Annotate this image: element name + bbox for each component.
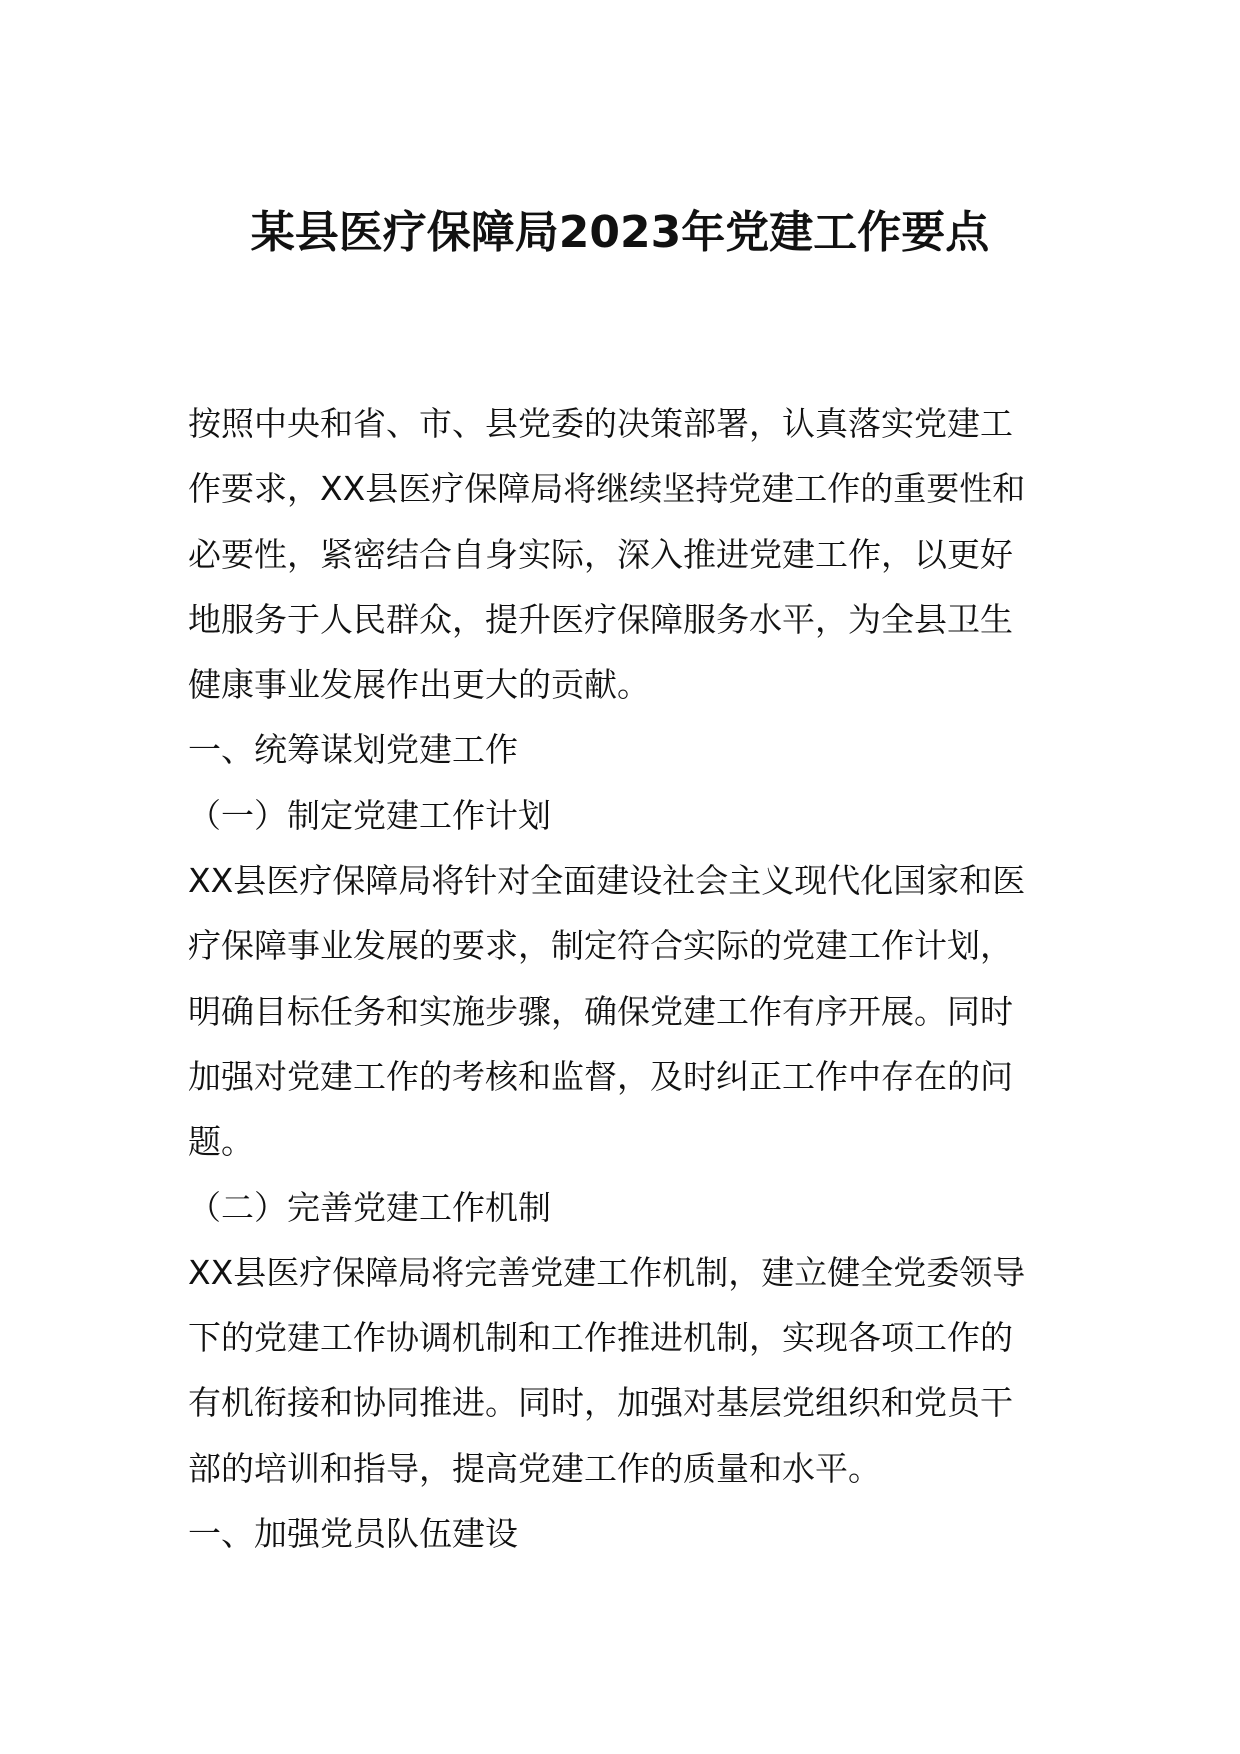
paragraph-line: 作要求，XX县医疗保障局将继续坚持党建工作的重要性和 <box>188 469 1026 509</box>
paragraph-line: 必要性，紧密结合自身实际，深入推进党建工作，以更好 <box>188 534 1013 574</box>
paragraph-line: 按照中央和省、市、县党委的决策部署，认真落实党建工 <box>188 404 1013 443</box>
subsection-heading: （二）完善党建工作机制 <box>188 1187 551 1227</box>
paragraph-line: 有机衔接和协同推进。同时，加强对基层党组织和党员干 <box>188 1383 1013 1423</box>
paragraph-line: 明确目标任务和实施步骤，确保党建工作有序开展。同时 <box>188 991 1013 1031</box>
paragraph-line: 部的培训和指导，提高党建工作的质量和水平。 <box>188 1448 881 1488</box>
subsection-heading: （一）制定党建工作计划 <box>188 795 551 835</box>
paragraph-line: 健康事业发展作出更大的贡献。 <box>188 665 650 705</box>
document-body <box>188 391 1058 1566</box>
document-title: 某县医疗保障局2023年党建工作要点 <box>250 207 990 258</box>
paragraph-line: 题。 <box>188 1122 254 1162</box>
paragraph-line: XX县医疗保障局将完善党建工作机制，建立健全党委领导 <box>188 1252 1026 1292</box>
paragraph-line: XX县医疗保障局将针对全面建设社会主义现代化国家和医 <box>188 861 1026 901</box>
section-heading: 一、统筹谋划党建工作 <box>188 730 518 770</box>
paragraph-line: 加强对党建工作的考核和监督，及时纠正工作中存在的问 <box>188 1056 1013 1096</box>
paragraph-line: 疗保障事业发展的要求，制定符合实际的党建工作计划， <box>188 926 1013 966</box>
section-heading: 一、加强党员队伍建设 <box>188 1514 518 1554</box>
paragraph-line: 下的党建工作协调机制和工作推进机制，实现各项工作的 <box>188 1318 1013 1358</box>
paragraph-line: 地服务于人民群众，提升医疗保障服务水平，为全县卫生 <box>188 599 1013 639</box>
